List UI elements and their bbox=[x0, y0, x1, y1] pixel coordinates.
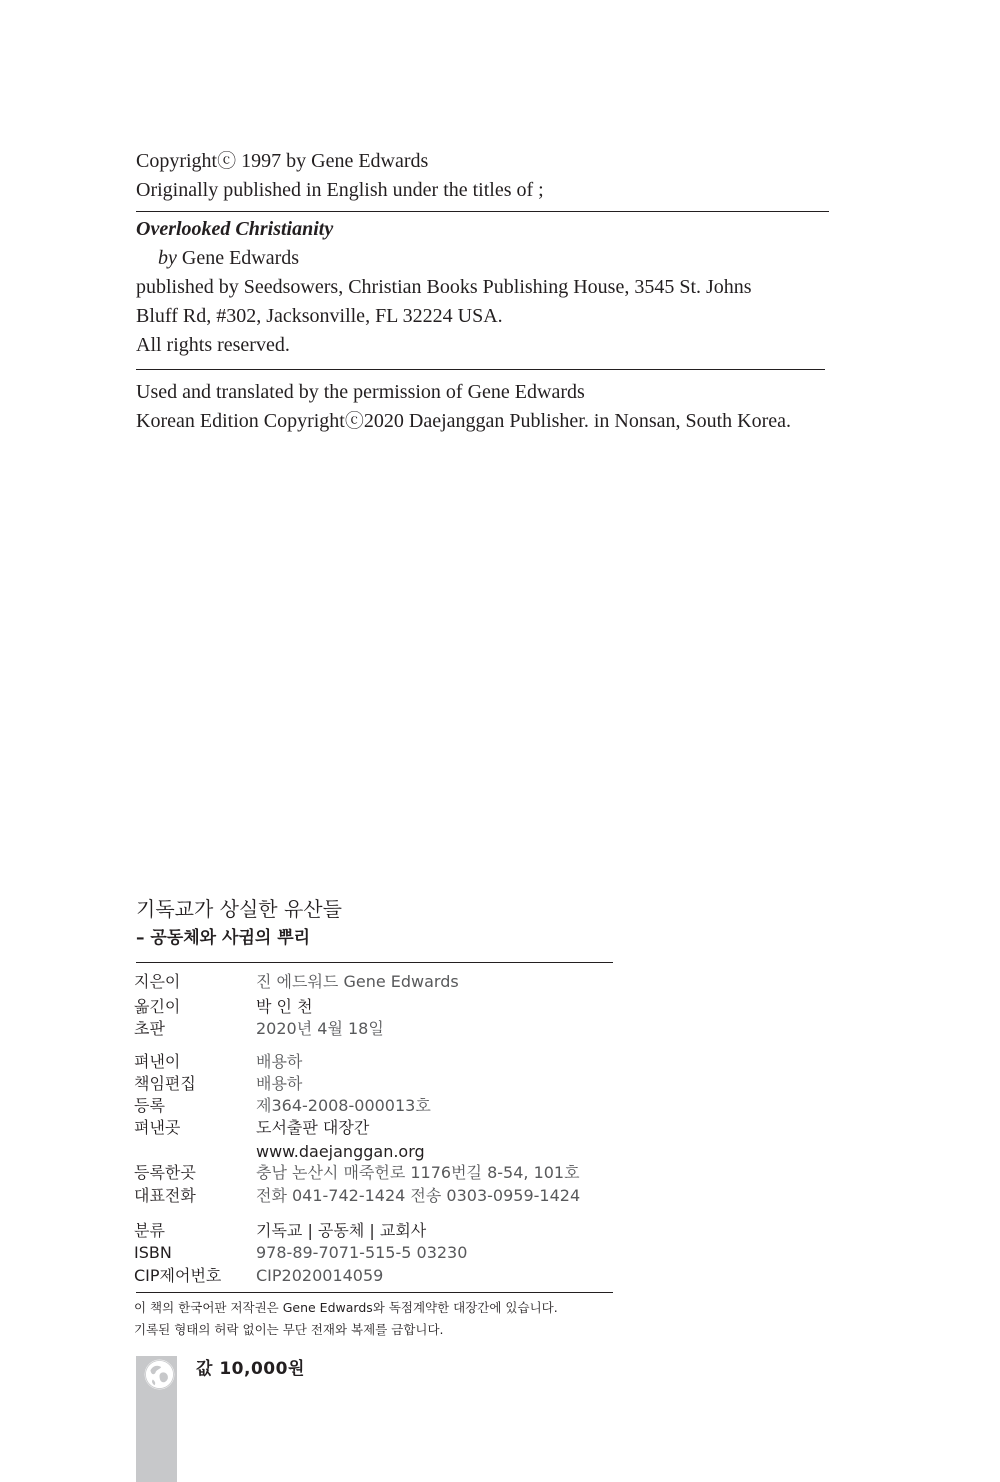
copyright-line: Copyrightⓒ 1997 by Gene Edwards bbox=[136, 150, 429, 172]
publisher-line-2: Bluff Rd, #302, Jacksonville, FL 32224 USA. bbox=[136, 305, 503, 327]
divider bbox=[136, 1292, 613, 1293]
divider bbox=[136, 369, 825, 370]
author-line: by Gene Edwards bbox=[158, 247, 300, 269]
book-title: Overlooked Christianity bbox=[136, 218, 334, 240]
permission-line: Used and translated by the permission of Gene Edwards bbox=[136, 381, 585, 403]
rights-line: All rights reserved. bbox=[136, 334, 290, 356]
korean-book-subtitle: – 공동체와 사귐의 뿌리 bbox=[136, 928, 311, 948]
price: 값 10,000원 bbox=[196, 1359, 305, 1379]
publisher-line-1: published by Seedsowers, Christian Books Publishing House, 3545 St. Johns bbox=[136, 276, 752, 298]
original-publication-line: Originally published in English under the titles of ; bbox=[136, 179, 544, 201]
korean-book-title: 기독교가 상실한 유산들 bbox=[136, 897, 342, 921]
copyright-notice-2: 기록된 형태의 허락 없이는 무단 전재와 복제를 금합니다. bbox=[134, 1322, 444, 1337]
divider bbox=[136, 962, 613, 963]
korean-edition-line: Korean Edition Copyrightⓒ2020 Daejanggan Publisher. in Nonsan, South Korea. bbox=[136, 410, 792, 432]
divider bbox=[136, 211, 829, 212]
copyright-notice-1: 이 책의 한국어판 저작권은 Gene Edwards와 독점계약한 대장간에 있습니다. bbox=[134, 1300, 558, 1315]
globe-emblem-icon bbox=[143, 1358, 176, 1391]
